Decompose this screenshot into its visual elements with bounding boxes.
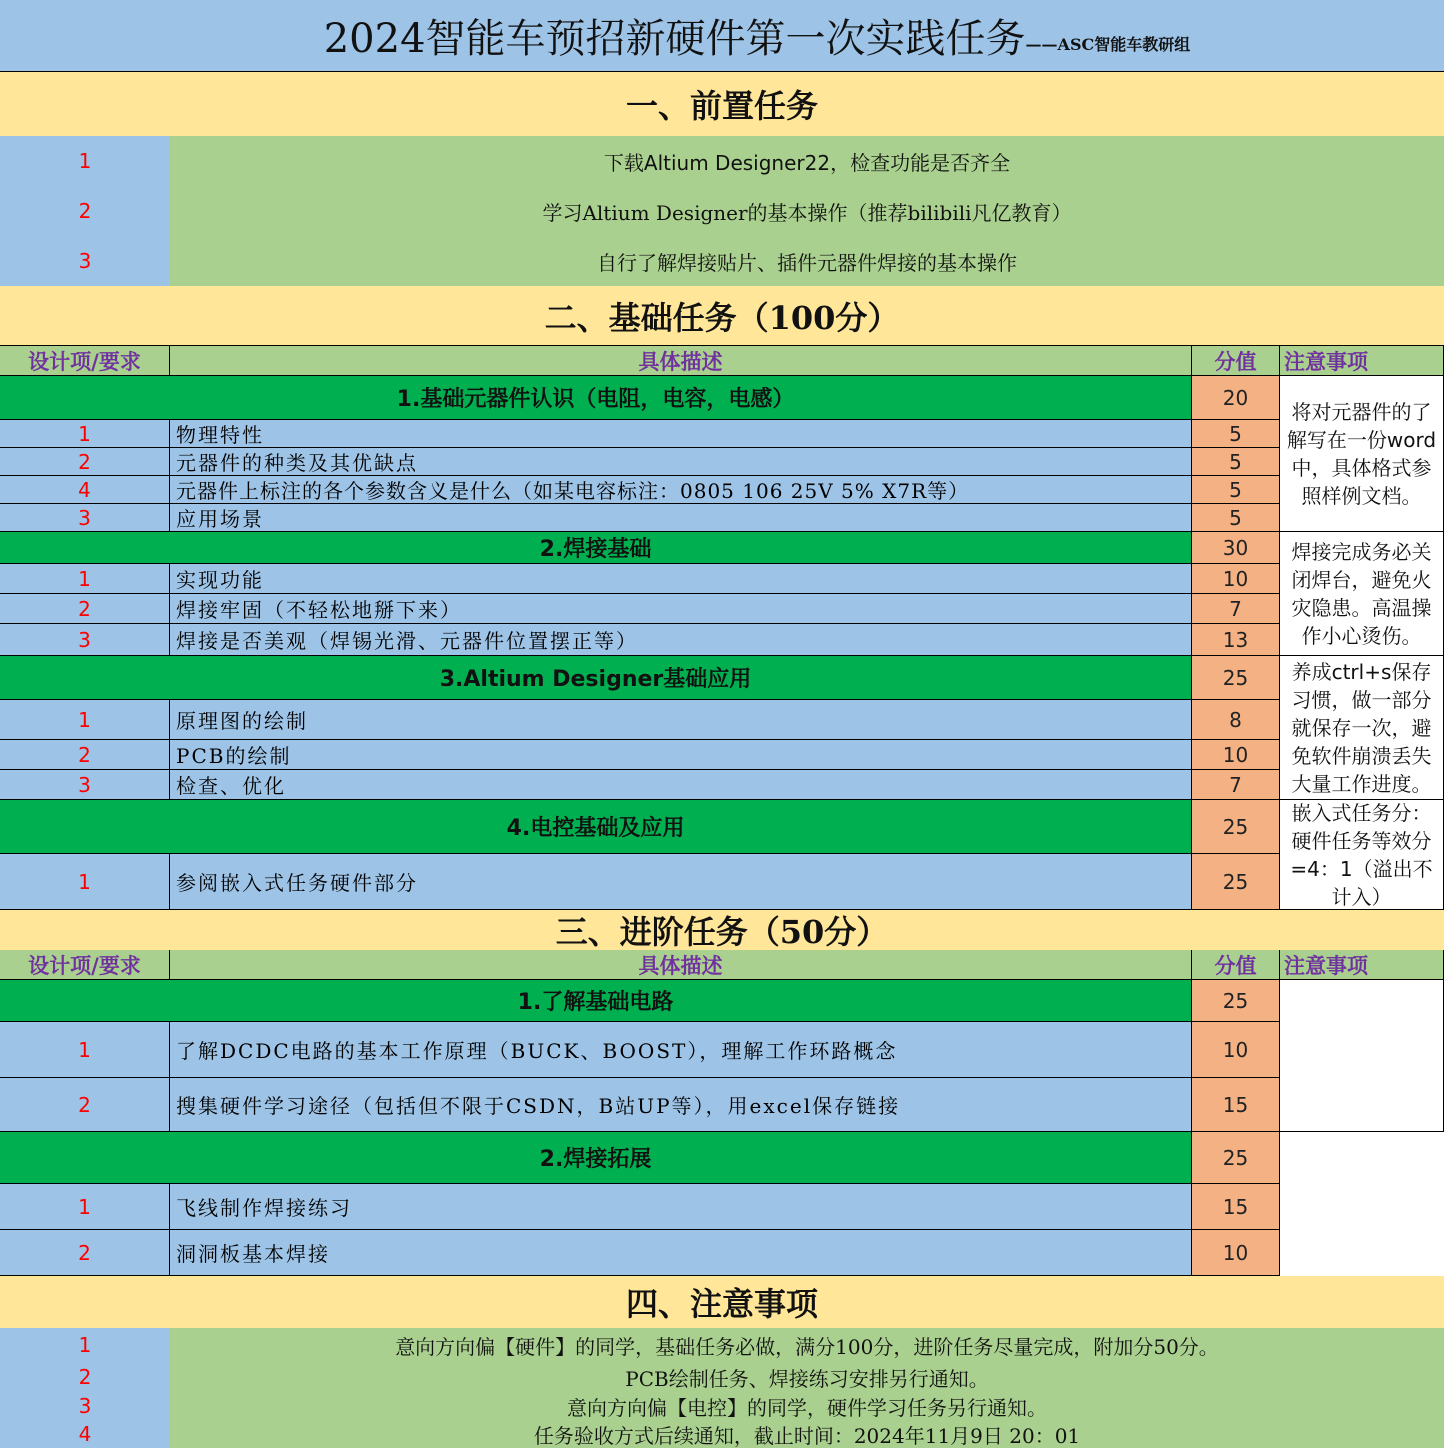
header-note: 注意事项 <box>1280 346 1444 376</box>
header-desc: 具体描述 <box>170 346 1192 376</box>
item-number: 1 <box>0 564 170 594</box>
table-header <box>0 950 1444 980</box>
table-row <box>0 624 1444 656</box>
header-desc: 具体描述 <box>170 950 1192 980</box>
table-row <box>0 476 1444 504</box>
item-number: 3 <box>0 1392 170 1420</box>
item-score: 7 <box>1192 770 1280 800</box>
item-number: 3 <box>0 504 170 532</box>
item-desc: 检查、优化 <box>170 770 1192 800</box>
note-cell-empty <box>1280 980 1444 1132</box>
item-text: 下载Altium Designer22，检查功能是否齐全 <box>170 136 1444 186</box>
item-score: 8 <box>1192 700 1280 740</box>
header-item: 设计项/要求 <box>0 346 170 376</box>
item-number: 2 <box>0 448 170 476</box>
list-item <box>0 1420 1444 1448</box>
item-desc: 原理图的绘制 <box>170 700 1192 740</box>
item-score: 5 <box>1192 420 1280 448</box>
section-heading-advanced <box>0 910 1444 950</box>
list-item <box>0 1392 1444 1420</box>
item-score: 10 <box>1192 1022 1280 1078</box>
list-item <box>0 1362 1444 1392</box>
item-number: 1 <box>0 420 170 448</box>
category-title: 2.焊接基础 <box>0 532 1192 564</box>
table-row <box>0 564 1444 594</box>
item-number: 2 <box>0 594 170 624</box>
item-text: 任务验收方式后续通知，截止时间：2024年11月9日 20：01 <box>170 1420 1444 1448</box>
item-number: 1 <box>0 854 170 910</box>
item-score: 5 <box>1192 504 1280 532</box>
item-number: 2 <box>0 740 170 770</box>
note-cell: 嵌入式任务分：硬件任务等效分=4：1（溢出不计入） <box>1280 800 1444 910</box>
item-number: 1 <box>0 1184 170 1230</box>
table-row <box>0 1078 1444 1132</box>
table-row <box>0 594 1444 624</box>
section-title: 二、基础任务（100分） <box>544 298 900 337</box>
category-score: 25 <box>1192 800 1280 854</box>
item-number: 3 <box>0 236 170 286</box>
section-heading-notes <box>0 1276 1444 1328</box>
item-score: 15 <box>1192 1184 1280 1230</box>
table-header <box>0 346 1444 376</box>
header-item: 设计项/要求 <box>0 950 170 980</box>
category-row <box>0 656 1444 700</box>
table-row <box>0 854 1444 910</box>
item-desc: 参阅嵌入式任务硬件部分 <box>170 854 1192 910</box>
page-subtitle: ——ASC智能车教研组 <box>1025 35 1191 54</box>
section-heading-prerequisite <box>0 72 1444 136</box>
item-desc: PCB的绘制 <box>170 740 1192 770</box>
table-row <box>0 1022 1444 1078</box>
header-score: 分值 <box>1192 950 1280 980</box>
item-desc: 元器件的种类及其优缺点 <box>170 448 1192 476</box>
item-score: 25 <box>1192 854 1280 910</box>
category-row <box>0 800 1444 854</box>
table-row <box>0 740 1444 770</box>
category-title: 2.焊接拓展 <box>0 1132 1192 1184</box>
item-number: 2 <box>0 1362 170 1392</box>
list-item <box>0 186 1444 236</box>
item-desc: 飞线制作焊接练习 <box>170 1184 1192 1230</box>
category-title: 4.电控基础及应用 <box>0 800 1192 854</box>
item-number: 2 <box>0 186 170 236</box>
item-number: 1 <box>0 700 170 740</box>
category-row <box>0 980 1444 1022</box>
section-title: 四、注意事项 <box>625 1285 818 1323</box>
list-item <box>0 136 1444 186</box>
list-item <box>0 1328 1444 1362</box>
category-row <box>0 532 1444 564</box>
page-title: 2024智能车预招新硬件第一次实践任务 <box>323 16 1026 62</box>
note-cell-empty <box>1280 1132 1444 1276</box>
category-title: 1.了解基础电路 <box>0 980 1192 1022</box>
title-bar <box>0 0 1444 72</box>
header-note: 注意事项 <box>1280 950 1444 980</box>
item-number: 4 <box>0 476 170 504</box>
list-item <box>0 236 1444 286</box>
item-desc: 搜集硬件学习途径（包括但不限于CSDN，B站UP等），用excel保存链接 <box>170 1078 1192 1132</box>
item-desc: 焊接是否美观（焊锡光滑、元器件位置摆正等） <box>170 624 1192 656</box>
note-cell: 将对元器件的了解写在一份word中，具体格式参照样例文档。 <box>1280 376 1444 532</box>
item-number: 1 <box>0 1022 170 1078</box>
table-row <box>0 770 1444 800</box>
table-row <box>0 700 1444 740</box>
category-title: 3.Altium Designer基础应用 <box>0 656 1192 700</box>
section-heading-basic <box>0 286 1444 346</box>
item-number: 4 <box>0 1420 170 1448</box>
item-text: 学习Altium Designer的基本操作（推荐bilibili凡亿教育） <box>170 186 1444 236</box>
item-score: 10 <box>1192 564 1280 594</box>
category-score: 25 <box>1192 656 1280 700</box>
item-number: 2 <box>0 1230 170 1276</box>
item-score: 10 <box>1192 1230 1280 1276</box>
category-row <box>0 1132 1444 1184</box>
item-score: 5 <box>1192 476 1280 504</box>
category-score: 25 <box>1192 980 1280 1022</box>
category-score: 25 <box>1192 1132 1280 1184</box>
item-desc: 洞洞板基本焊接 <box>170 1230 1192 1276</box>
table-row <box>0 1230 1444 1276</box>
item-number: 3 <box>0 624 170 656</box>
table-row <box>0 504 1444 532</box>
item-score: 15 <box>1192 1078 1280 1132</box>
item-score: 5 <box>1192 448 1280 476</box>
header-score: 分值 <box>1192 346 1280 376</box>
item-score: 7 <box>1192 594 1280 624</box>
table-row <box>0 420 1444 448</box>
note-cell: 焊接完成务必关闭焊台，避免火灾隐患。高温操作小心烫伤。 <box>1280 532 1444 656</box>
table-row <box>0 1184 1444 1230</box>
item-desc: 了解DCDC电路的基本工作原理（BUCK、BOOST），理解工作环路概念 <box>170 1022 1192 1078</box>
section-title: 三、进阶任务（50分） <box>555 913 889 950</box>
item-desc: 应用场景 <box>170 504 1192 532</box>
item-number: 3 <box>0 770 170 800</box>
category-score: 30 <box>1192 532 1280 564</box>
item-text: 意向方向偏【硬件】的同学，基础任务必做，满分100分，进阶任务尽量完成，附加分50分。 <box>170 1328 1444 1362</box>
item-score: 13 <box>1192 624 1280 656</box>
item-desc: 实现功能 <box>170 564 1192 594</box>
category-title: 1.基础元器件认识（电阻，电容，电感） <box>0 376 1192 420</box>
item-text: 自行了解焊接贴片、插件元器件焊接的基本操作 <box>170 236 1444 286</box>
item-number: 1 <box>0 1328 170 1362</box>
item-score: 10 <box>1192 740 1280 770</box>
table-row <box>0 448 1444 476</box>
item-number: 2 <box>0 1078 170 1132</box>
category-score: 20 <box>1192 376 1280 420</box>
item-number: 1 <box>0 136 170 186</box>
item-desc: 焊接牢固（不轻松地掰下来） <box>170 594 1192 624</box>
item-text: PCB绘制任务、焊接练习安排另行通知。 <box>170 1362 1444 1392</box>
section-title: 一、前置任务 <box>625 87 818 125</box>
item-desc: 元器件上标注的各个参数含义是什么（如某电容标注：0805 106 25V 5% X7R等） <box>170 476 1192 504</box>
item-text: 意向方向偏【电控】的同学，硬件学习任务另行通知。 <box>170 1392 1444 1420</box>
note-cell: 养成ctrl+s保存习惯，做一部分就保存一次，避免软件崩溃丢失大量工作进度。 <box>1280 656 1444 800</box>
category-row <box>0 376 1444 420</box>
item-desc: 物理特性 <box>170 420 1192 448</box>
